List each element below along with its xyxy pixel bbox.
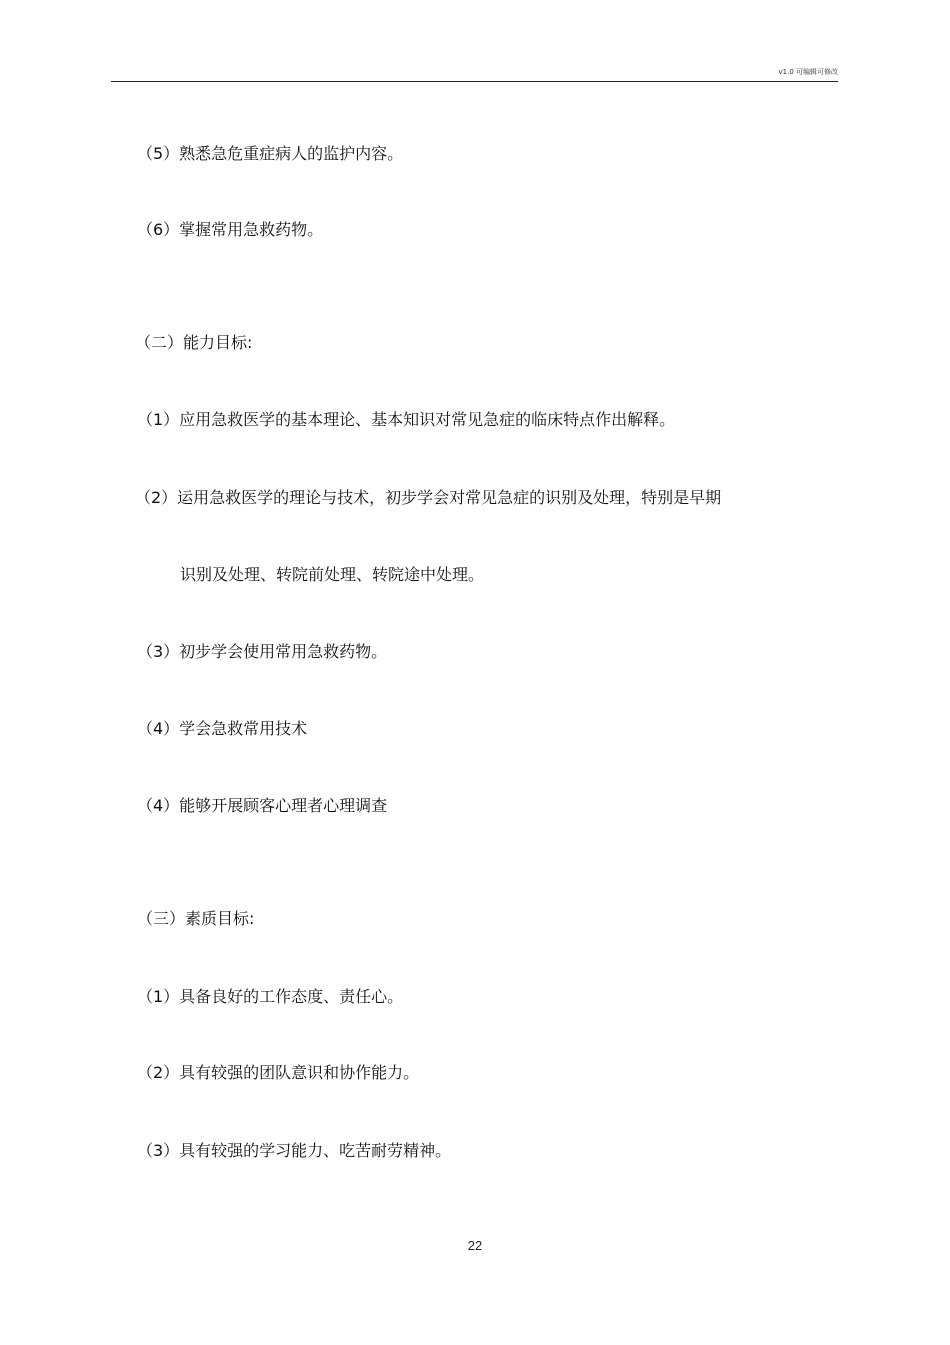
- ability-item-2-continuation: 识别及处理、转院前处理、转院途中处理。: [180, 565, 485, 584]
- header-divider: [111, 81, 838, 82]
- quality-item-3: （3）具有较强的学习能力、吃苦耐劳精神。: [137, 1141, 452, 1160]
- quality-item-2: （2）具有较强的团队意识和协作能力。: [137, 1063, 420, 1082]
- ability-item-2: （2）运用急救医学的理论与技术，初步学会对常见急症的识别及处理，特别是早期: [135, 488, 722, 507]
- knowledge-item-6: （6）掌握常用急救药物。: [137, 220, 324, 239]
- ability-item-4b: （4）能够开展顾客心理者心理调查: [137, 796, 388, 815]
- knowledge-item-5: （5）熟悉急危重症病人的监护内容。: [137, 144, 404, 163]
- quality-heading: （三）素质目标:: [137, 909, 255, 928]
- ability-heading: （二）能力目标:: [135, 333, 253, 352]
- page-number: 22: [467, 1238, 483, 1253]
- header-version-note: v1.0 可编辑可修改: [778, 68, 838, 76]
- ability-item-4a: （4）学会急救常用技术: [137, 719, 308, 738]
- quality-item-1: （1）具备良好的工作态度、责任心。: [137, 987, 404, 1006]
- ability-item-1: （1）应用急救医学的基本理论、基本知识对常见急症的临床特点作出解释。: [137, 410, 676, 429]
- ability-item-3: （3）初步学会使用常用急救药物。: [137, 642, 388, 661]
